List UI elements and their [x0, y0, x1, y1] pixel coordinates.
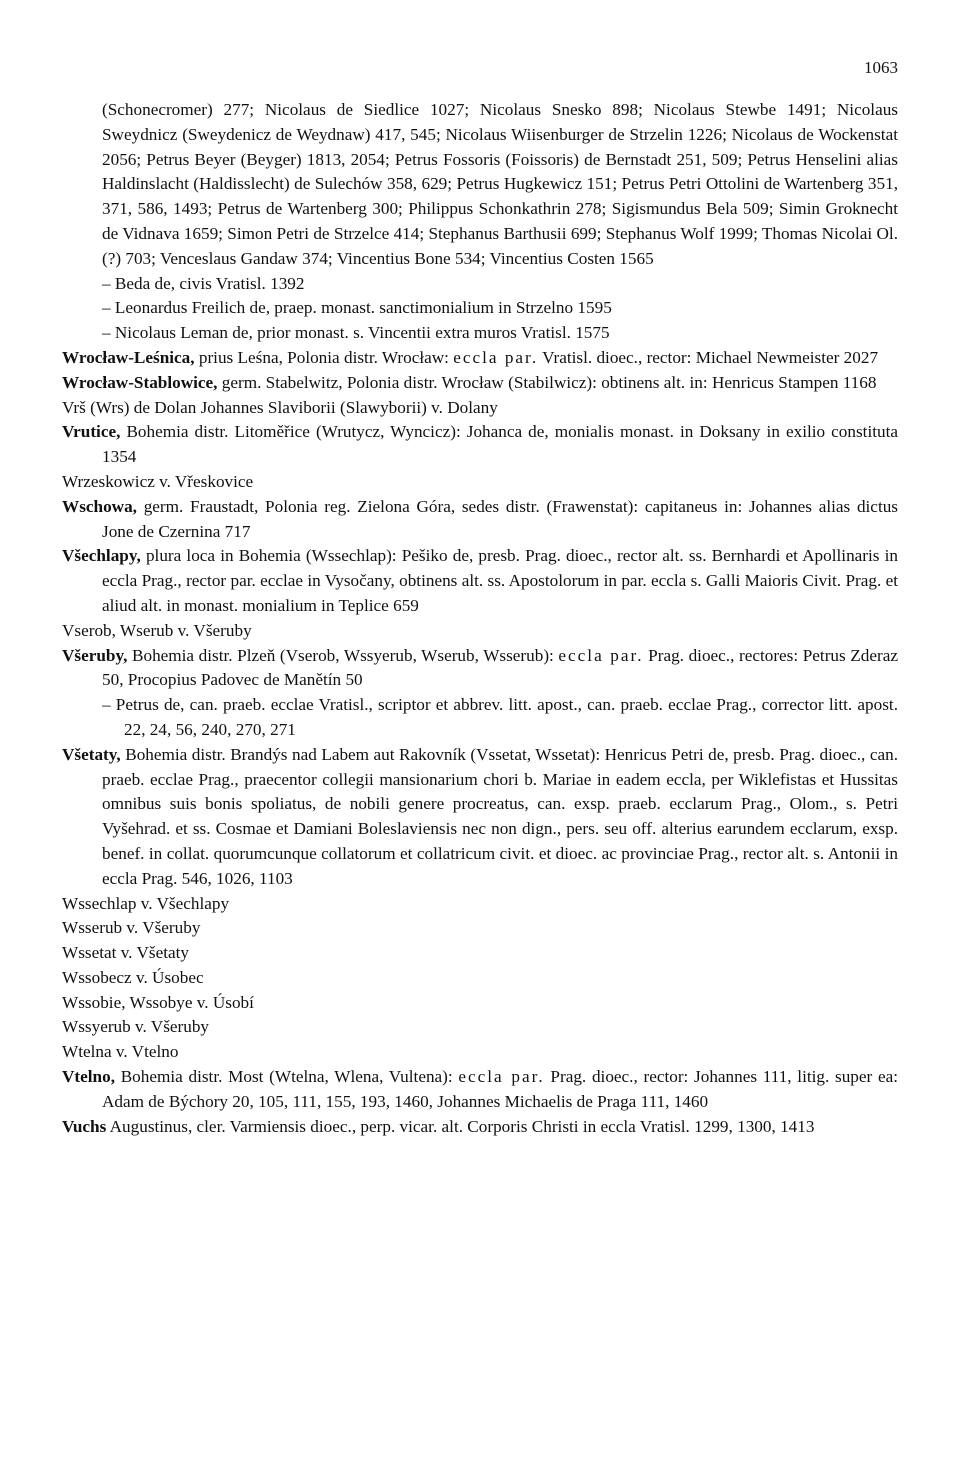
index-entries [62, 98, 898, 1139]
entry-text: Wssetat v. Všetaty [62, 943, 189, 963]
index-entry [62, 966, 898, 991]
entry-text: Wssechlap v. Všechlapy [62, 893, 230, 913]
entry-text: – Nicolaus Leman de, prior monast. s. Vincentii extra muros Vratisl. 1575 [102, 323, 610, 343]
continued-entry [62, 98, 898, 272]
entry-text: plura loca in Bohemia (Wssechlap): Pešiko de, presb. Prag. dioec., rector alt. ss. Bernhardi et Apollinaris in eccla Prag., rector par. ecclae in Vysočany, obtinens alt. ss. Apostolorum in par. eccla s. Galli Maioris Civit. Prag. et aliud alt. in monast. monialium in Teplice 659 [102, 546, 898, 615]
sub-entry [62, 272, 898, 297]
entry-text: (Schonecromer) 277; Nicolaus de Siedlice 1027; Nicolaus Snesko 898; Nicolaus Stewbe 1491; Nicolaus Sweydnicz (Sweydenicz de Weydnaw) 417, 545; Nicolaus Wiisenburger de Strzelin 1226; Nicolaus de Wockenstat 2056; Petrus Beyer (Beyger) 1813, 2054; Petrus Fossoris (Foissoris) de Bernstadt 251, 509; Petrus Henselini alias Haldinslacht (Haldisslecht) de Sulechów 358, 629; Petrus Hugkewicz 151; Petrus Petri Ottolini de Wartenberg 351, 371, 586, 1493; Petrus de Wartenberg 300; Philippus Schonkathrin 278; Sigismundus Bela 509; Simin Groknecht de Vidnava 1659; Simon Petri de Strzelce 414; Stephanus Barthusii 699; Stephanus Wolf 1999; Thomas Nicolai Ol. (?) 703; Venceslaus Gandaw 374; Vincentius Bone 534; Vincentius Costen 1565 [102, 100, 898, 268]
entry-text: prius Leśna, Polonia distr. Wrocław: [194, 347, 454, 367]
entry-text-tail: Prag. dioec., rectores: Petrus Zderaz 50, Procopius Padovec de Manětín 50 [102, 645, 898, 690]
index-entry [62, 495, 898, 545]
entry-text: germ. Fraustadt, Polonia reg. Zielona Góra, sedes distr. (Frawenstat): capitaneus in: Johannes alias dictus Jone de Czernina 717 [102, 496, 898, 541]
index-entry [62, 916, 898, 941]
entry-text: Wrzeskowicz v. Vřeskovice [62, 471, 254, 491]
index-entry [62, 644, 898, 694]
sub-entry [62, 296, 898, 321]
index-entry [62, 892, 898, 917]
entry-text: Wsserub v. Všeruby [62, 918, 201, 938]
entry-headword: Vtelno, [62, 1067, 115, 1087]
spaced-term: eccla par. [558, 645, 644, 665]
entry-text-tail: Vratisl. dioec., rector: Michael Newmeister 2027 [538, 347, 879, 367]
index-entry [62, 743, 898, 892]
entry-headword: Všechlapy, [62, 546, 141, 566]
entry-text: Bohemia distr. Most (Wtelna, Wlena, Vultena): [115, 1067, 459, 1087]
entry-headword: Všetaty, [62, 744, 121, 764]
index-entry [62, 544, 898, 618]
index-entry [62, 1065, 898, 1115]
entry-text: Bohemia distr. Brandýs nad Labem aut Rakovník (Vssetat, Wssetat): Henricus Petri de, presb. Prag. dioec., can. praeb. ecclae Prag., praecentor collegii mansionarium chori b. Mariae in eadem eccla, per Wiklefistas et Hussitas omnibus suis bonis spoliatus, de nobili genere procreatus, can. exsp. praeb. ecclarum Prag., Olom., s. Petri Vyšehrad. et ss. Cosmae et Damiani Boleslaviensis nec non dign., pers. seu off. alterius earundem ecclarum, exsp. benef. in collat. quorumcunque collatorum et collatricum civit. et dioec. ac provinciae Prag., rector alt. s. Antonii in eccla Prag. 546, 1026, 1103 [102, 744, 898, 888]
index-entry [62, 396, 898, 421]
index-entry [62, 420, 898, 470]
index-entry [62, 470, 898, 495]
entry-text: Augustinus, cler. Varmiensis dioec., perp. vicar. alt. Corporis Christi in eccla Vratisl. 1299, 1300, 1413 [106, 1116, 815, 1136]
sub-entry [62, 693, 898, 743]
entry-text: Bohemia distr. Plzeň (Vserob, Wssyerub, Wserub, Wsserub): [127, 645, 559, 665]
index-entry [62, 991, 898, 1016]
entry-text: Bohemia distr. Litoměřice (Wrutycz, Wyncicz): Johanca de, monialis monast. in Doksany in exilio constituta 1354 [102, 422, 898, 467]
entry-headword: Wschowa, [62, 496, 137, 516]
index-entry [62, 1115, 898, 1140]
entry-text: Vserob, Wserub v. Všeruby [62, 620, 252, 640]
page-number: 1063 [864, 58, 898, 77]
entry-text: Vrš (Wrs) de Dolan Johannes Slaviborii (Slawyborii) v. Dolany [62, 397, 498, 417]
index-entry [62, 371, 898, 396]
entry-text: Wssobie, Wssobye v. Úsobí [62, 992, 254, 1012]
entry-text: – Leonardus Freilich de, praep. monast. sanctimonialium in Strzelno 1595 [102, 298, 612, 318]
entry-text: – Petrus de, can. praeb. ecclae Vratisl., scriptor et abbrev. litt. apost., can. praeb. ecclae Prag., corrector litt. apost. 22, 24, 56, 240, 270, 271 [102, 695, 898, 739]
index-entry [62, 1040, 898, 1065]
index-entry [62, 941, 898, 966]
spaced-term: eccla par. [458, 1067, 545, 1087]
entry-text: Wssyerub v. Všeruby [62, 1017, 210, 1037]
entry-text: germ. Stabelwitz, Polonia distr. Wrocław (Stabilwicz): obtinens alt. in: Henricus Stampen 1168 [217, 372, 877, 392]
index-entry [62, 346, 898, 371]
entry-text: Wtelna v. Vtelno [62, 1042, 179, 1062]
entry-headword: Wrocław-Stablowice, [62, 372, 218, 392]
index-entry [62, 619, 898, 644]
entry-headword: Wrocław-Leśnica, [62, 347, 195, 367]
spaced-term: eccla par. [453, 347, 539, 367]
entry-text-tail: Prag. dioec., rector: Johannes 111, litig. super ea: Adam de Býchory 20, 105, 111, 155, 193, 1460, Johannes Michaelis de Praga 111, 1460 [102, 1067, 898, 1111]
entry-headword: Vrutice, [62, 422, 121, 442]
entry-headword: Vuchs [62, 1116, 107, 1136]
entry-headword: Všeruby, [62, 645, 128, 665]
entry-text: – Beda de, civis Vratisl. 1392 [102, 273, 305, 293]
index-entry [62, 1015, 898, 1040]
sub-entry [62, 321, 898, 346]
entry-text: Wssobecz v. Úsobec [62, 967, 204, 987]
